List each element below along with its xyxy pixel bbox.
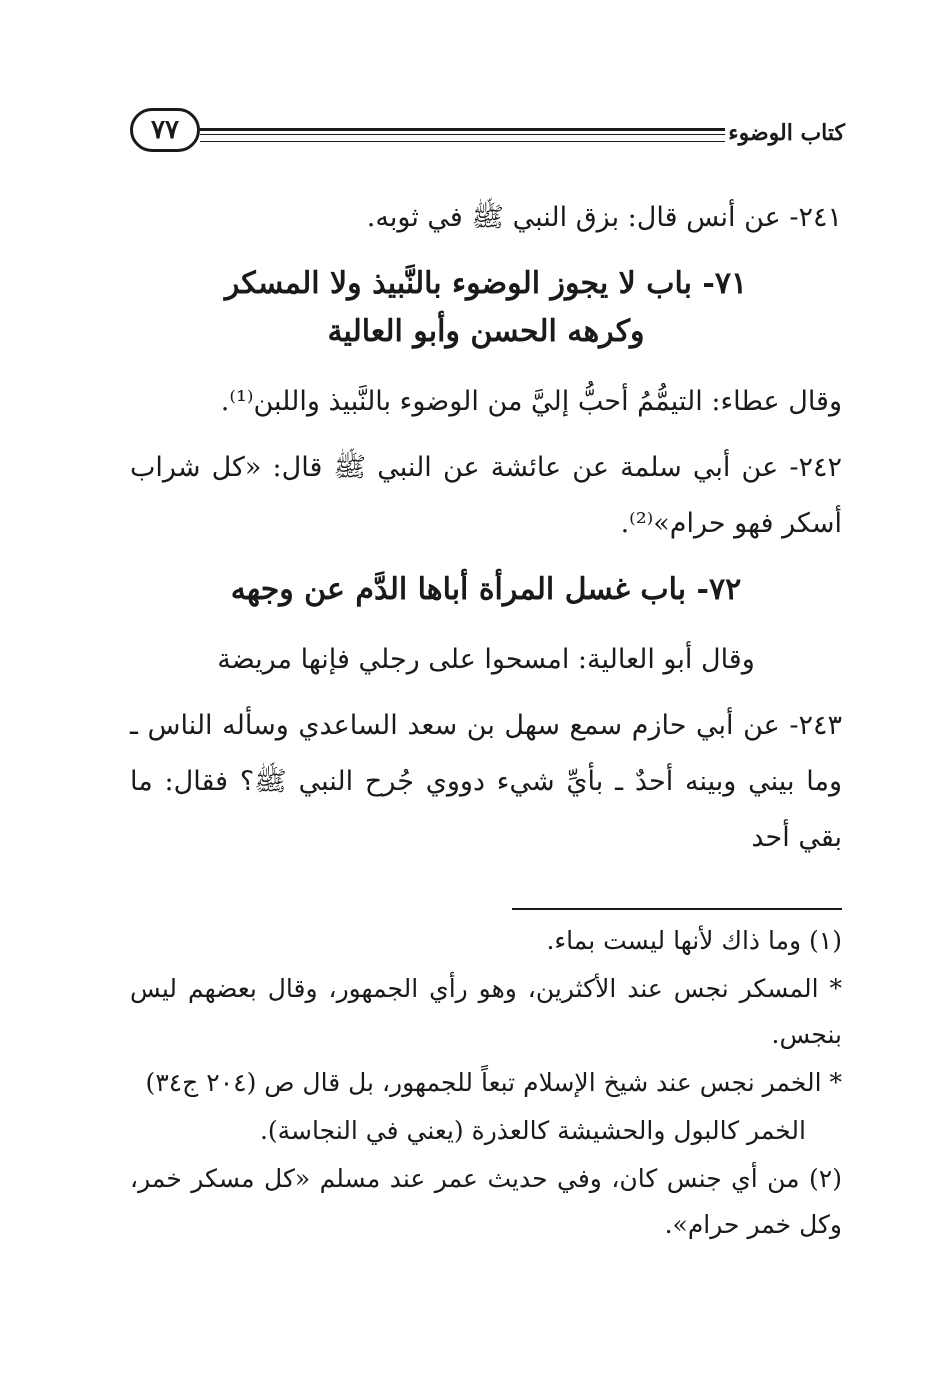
note-khamr-line1: * الخمر نجس عند شيخ الإسلام تبعاً للجمهور، بل قال ص (٢٠٤ ج٣٤) [145,1068,842,1097]
ata-quote: وقال عطاء: التيمُّمُ أحبُّ إليَّ من الوضوء بالنَّبيذ واللبن⁽¹⁾. [220,386,842,417]
footnote-2: (٢) من أي جنس كان، وفي حديث عمر عند مسلم «كل مسكر خمر، وكل خمر حرام». [130,1164,842,1239]
header-rule [200,128,725,142]
hadith-241: ٢٤١- عن أنس قال: بزق النبي ﷺ في ثوبه. [366,202,842,233]
note-khamr-line2: الخمر كالبول والحشيشة كالعذرة (يعني في النجاسة). [259,1116,806,1145]
footnote-1: (١) وما ذاك لأنها ليست بماء. [546,926,842,955]
chapter-71-heading [130,260,842,356]
page-number: ٧٧ [130,108,200,152]
page-header [130,108,845,158]
note-musakkir: * المسكر نجس عند الأكثرين، وهو رأي الجمهور، وقال بعضهم ليس بنجس. [130,974,842,1049]
footnotes [130,918,842,1250]
chapter-71-line1: ٧١- باب لا يجوز الوضوء بالنَّبيذ ولا المسكر [224,266,748,301]
running-title: كتاب الوضوء [728,120,845,146]
abu-aliya-quote: وقال أبو العالية: امسحوا على رجلي فإنها مريضة [217,644,755,675]
hadith-242: ٢٤٢- عن أبي سلمة عن عائشة عن النبي ﷺ قال: «كل شراب أسكر فهو حرام»⁽²⁾. [130,452,842,539]
main-text [130,190,842,876]
chapter-71-line2: وكرهه الحسن وأبو العالية [327,314,645,349]
hadith-243: ٢٤٣- عن أبي حازم سمع سهل بن سعد الساعدي وسأله الناس ـ وما بيني وبينه أحدٌ ـ بأيِّ شيء دووي جُرح النبي ﷺ؟ فقال: ما بقي أحد [130,710,842,853]
footnote-separator [512,908,842,910]
chapter-72-heading: ٧٢- باب غسل المرأة أباها الدَّم عن وجهه [230,572,742,607]
